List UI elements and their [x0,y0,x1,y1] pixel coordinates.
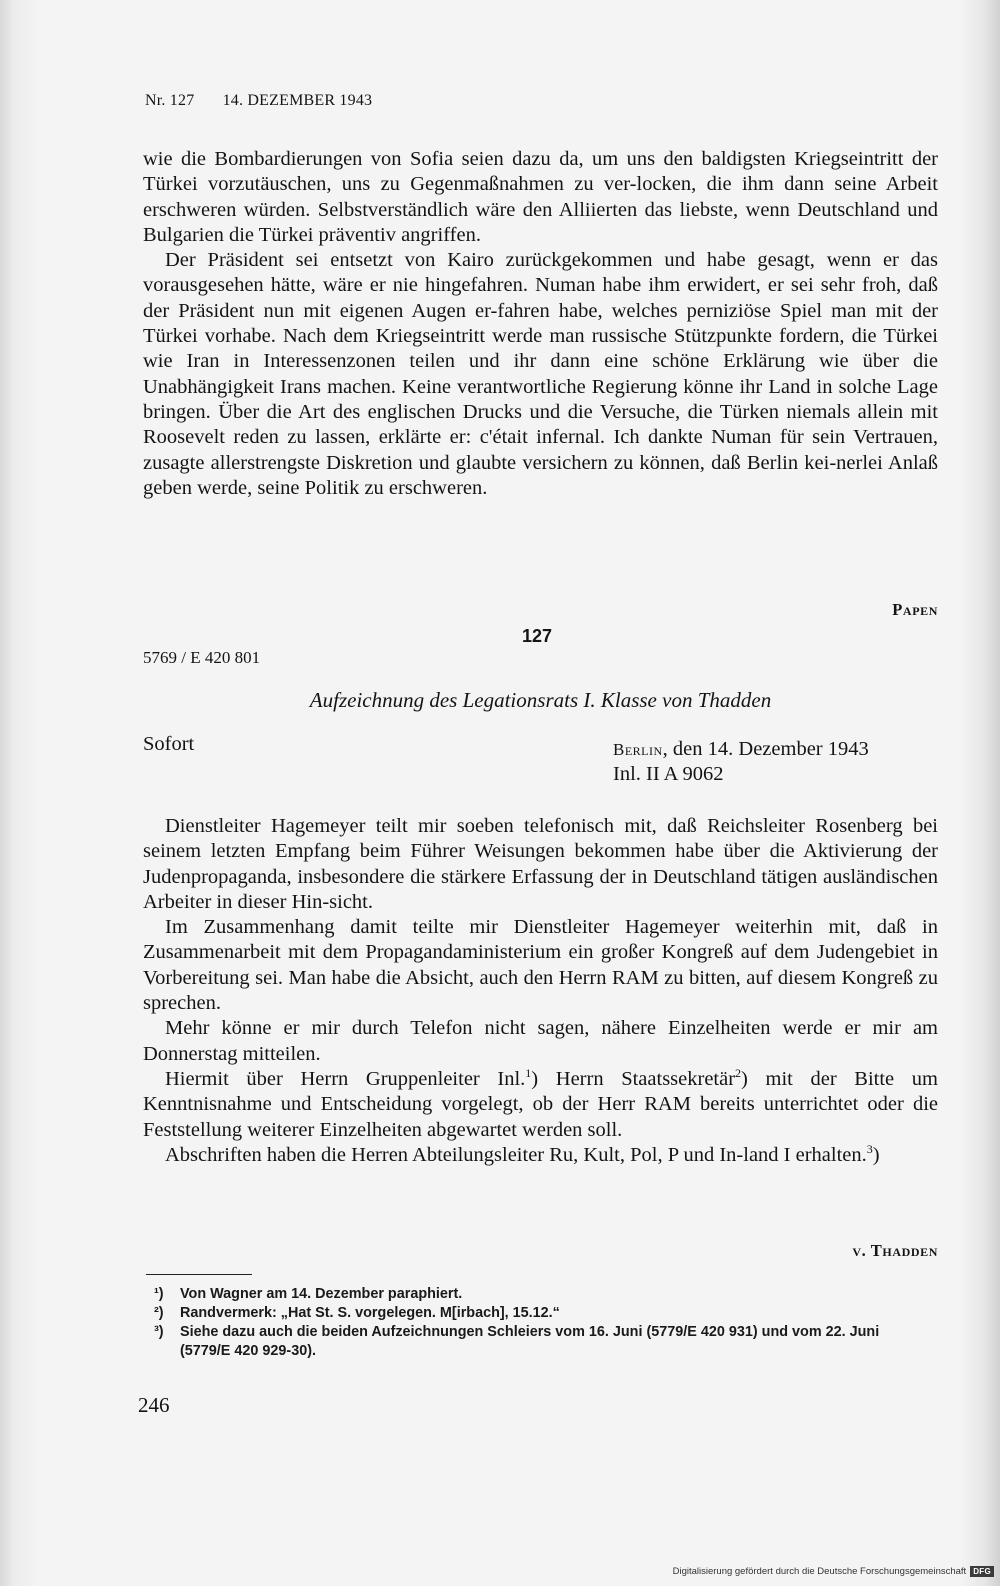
page-number: 246 [138,1393,170,1417]
paragraph [143,1143,938,1168]
date-text: , den 14. Dezember 1943 [662,738,869,760]
footnote [154,1285,929,1304]
document-title: Aufzeichnung des Legationsrats I. Klasse von Thadden [309,688,772,712]
file-number: Inl. II A 9062 [613,763,724,785]
footnote-text: Von Wagner am 14. Dezember paraphiert. [180,1286,463,1302]
paragraph: wie die Bombardierungen von Sofia seien dazu da, um uns den baldigsten Kriegseintritt der Türkei vorzutäuschen, uns zu Gegenmaßnahmen zu ver-locken, die ihm dann seine Arbeit erschweren würden. Selbstverständlich wäre den Alliierten das liebste, wenn Deutschland und Bulgarien die Türkei präventiv angriffen. [143,148,938,246]
footnote-mark: ²) [154,1305,164,1321]
place-date-line [613,737,869,762]
footnote-mark: ³) [154,1324,164,1340]
running-header [145,92,396,110]
digitization-banner[interactable] [673,1566,994,1577]
place-name: Berlin [613,740,663,759]
footnote [154,1323,929,1361]
paragraph: Im Zusammenhang damit teilte mir Dienstleiter Hagemeyer weiterhin mit, daß in Zusammenarbeit mit dem Propagandaministerium ein großer Kongreß auf dem Judengebiet in Vorbereitung sei. Man habe die Absicht, auch den Herrn RAM zu bitten, auf diesem Kongreß zu sprechen. [143,916,938,1015]
place-date-block [613,737,869,787]
footnote-divider [146,1274,252,1275]
paragraph: Dienstleiter Hagemeyer teilt mir soeben telefonisch mit, daß Reichsleiter Rosenberg bei seinem letzten Empfang beim Führer Weisungen bekommen habe über die Aktivierung der Judenpropaganda, insbesondere die stärkere Erfassung der in Deutschland tätigen ausländischen Arbeiter in dieser Hin-sicht. [143,815,938,913]
footnote-ref[interactable]: 3 [866,1142,873,1157]
paragraph [143,1067,938,1143]
footnote-text: Randvermerk: „Hat St. S. vorgelegen. M[irbach], 15.12.“ [180,1305,560,1321]
paragraph-text: Abschriften haben die Herren Abteilungsleiter Ru, Kult, Pol, P und In-land I erhalten. [165,1143,867,1166]
footnote-mark: ¹) [154,1286,164,1302]
digitization-text: Digitalisierung gefördert durch die Deutsche Forschungsgemeinschaft [672,1566,967,1577]
paragraph: Mehr könne er mir durch Telefon nicht sagen, nähere Einzelheiten werde er mir am Donnerstag mitteilen. [143,1017,938,1065]
continuation-text [143,147,938,501]
dfg-logo: DFG [970,1566,994,1577]
footnote-text: Siehe dazu auch die beiden Aufzeichnungen Schleiers vom 16. Juni (5779/E 420 931) und vom 22. Juni (5779/E 420 929-30). [180,1324,880,1359]
document-number: 127 [522,626,553,646]
footnote [154,1304,929,1323]
urgency-note: Sofort [143,733,195,755]
paragraph-text: ) mit der Bitte um Kenntnisnahme und Entscheidung vorgelegt, ob der Herr RAM bereits unterrichtet oder die Feststellung weiterer Einzelheiten abgewartet werden soll. [143,1067,938,1141]
paragraph: Der Präsident sei entsetzt von Kairo zurückgekommen und habe gesagt, wenn er das vorausgesehen hätte, wäre er nie hingefahren. Numan habe ihm erwidert, er sei sehr froh, daß der Präsident nun mit eigenen Augen er-fahren habe, welches perniziöse Spiel man mit der Türkei vorhabe. Nach dem Kriegseintritt werde man russische Stützpunkte fordern, die Türkei wie Iran in Interessenzonen teilen und ihr dann eine schöne Erklärung wie über die Unabhängigkeit Irans machen. Keine verantwortliche Regierung könne ihr Land in solche Lage bringen. Über die Art des englischen Drucks und die Versuche, die Türken niemals allein mit Roosevelt reden zu lassen, erklärte er: c'était infernal. Ich dankte Numan für sein Vertrauen, zusagte allerstrengste Diskretion und glaubte versichern zu können, daß Berlin kei-nerlei Anlaß geben werde, seine Politik zu erschweren. [143,249,938,499]
document-body [143,814,938,1168]
header-date: 14. DEZEMBER 1943 [222,92,373,109]
signature-papen: Papen [892,600,938,619]
footnotes [154,1285,929,1361]
paragraph-text: ) [872,1143,880,1166]
paragraph-text: ) Herrn Staatssekretär [531,1067,736,1090]
footnote-ref[interactable]: 2 [735,1066,742,1081]
footnote-ref[interactable]: 1 [525,1066,532,1081]
signature-thadden: v. Thadden [852,1241,938,1260]
file-reference: 5769 / E 420 801 [143,648,261,667]
header-doc-number: Nr. 127 [145,92,195,109]
paragraph-text: Hiermit über Herrn Gruppenleiter Inl. [165,1067,526,1090]
